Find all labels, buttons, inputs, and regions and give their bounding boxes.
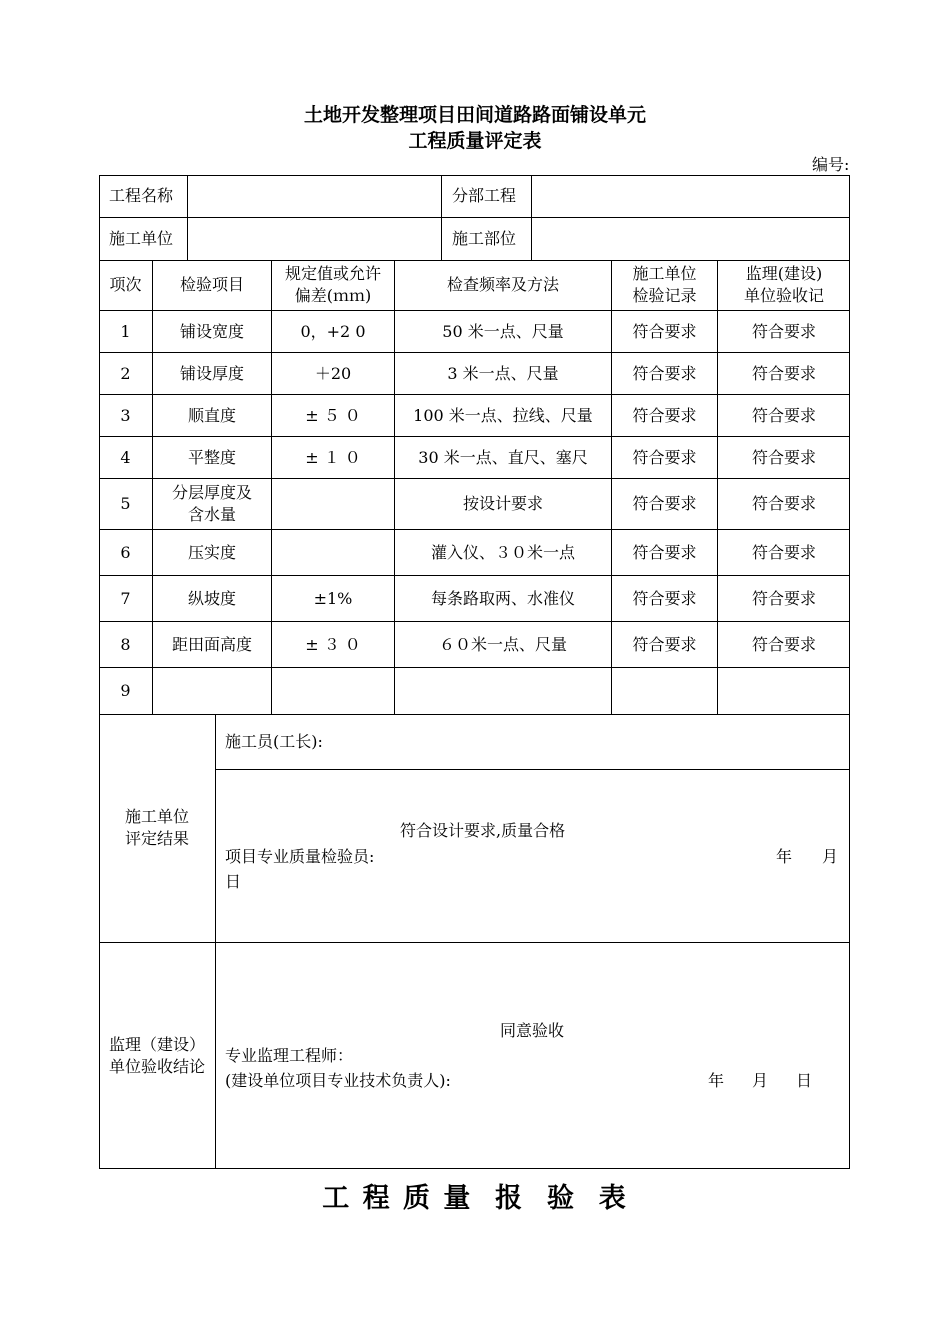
row-constructor-record: 符合要求 (632, 363, 697, 383)
row-supervisor-acceptance: 符合要求 (751, 447, 816, 467)
row-inspection-item: 顺直度 (187, 405, 236, 425)
evaluation-month: 月 (822, 847, 839, 866)
evaluation-label: 施工单位 评定结果 (124, 807, 189, 848)
supervision-engineer-label: 专业监理工程师： (225, 1046, 354, 1065)
row-tolerance (272, 668, 394, 714)
location-label: 施工部位 (452, 228, 517, 248)
row-supervisor-acceptance: 符合要求 (751, 542, 816, 562)
row-supervisor-acceptance: 符合要求 (751, 405, 816, 425)
row-constructor-record: 符合要求 (632, 447, 697, 467)
row-supervisor-acceptance (718, 668, 850, 714)
row-no: 2 (120, 363, 131, 383)
row-method: 灌入仪、３０米一点 (430, 542, 575, 562)
row-tolerance: ＋20 (314, 363, 352, 383)
row-no: 6 (120, 542, 131, 562)
row-constructor-record: 符合要求 (632, 321, 697, 341)
supervision-month: 月 (752, 1071, 769, 1090)
form-title-line2: 工程质量评定表 (408, 130, 542, 152)
row-tolerance: ± ５ ０ (305, 405, 361, 425)
evaluation-year: 年 (776, 847, 793, 866)
location-field[interactable] (532, 217, 850, 260)
row-inspection-item (153, 668, 271, 714)
row-tolerance (272, 479, 394, 529)
row-no: 8 (120, 634, 131, 654)
project-name-label: 工程名称 (109, 186, 174, 205)
header-constructor-record: 施工单位 检验记录 (632, 264, 697, 305)
row-method: 50 米一点、尺量 (442, 321, 564, 341)
row-method: 100 米一点、拉线、尺量 (413, 405, 593, 425)
row-method: ６０米一点、尺量 (438, 634, 567, 654)
row-inspection-item: 距田面高度 (171, 634, 252, 654)
row-divider (215, 769, 850, 770)
row-constructor-record: 符合要求 (632, 588, 697, 608)
row-supervisor-acceptance: 符合要求 (751, 321, 816, 341)
row-supervisor-acceptance: 符合要求 (751, 634, 816, 654)
col-divider (215, 714, 216, 1169)
row-method: 按设计要求 (462, 494, 543, 513)
header-method: 检查频率及方法 (446, 275, 559, 294)
header-supervisor-acceptance: 监理(建设) 单位验收记 (743, 264, 824, 305)
row-constructor-record (612, 668, 717, 714)
project-name-field[interactable] (188, 175, 441, 217)
next-form-title: 工 程 质 量 报 验 表 (322, 1183, 628, 1214)
row-inspection-item: 纵坡度 (187, 588, 236, 608)
evaluation-result: 符合设计要求,质量合格 (400, 821, 566, 840)
row-constructor-record: 符合要求 (632, 494, 697, 513)
form-title-line1: 土地开发整理项目田间道路路面铺设单元 (303, 104, 646, 126)
owner-representative-label: (建设单位项目专业技术负责人): (225, 1071, 451, 1090)
sub-project-label: 分部工程 (452, 186, 517, 205)
constructor-field[interactable] (188, 217, 441, 260)
header-tolerance: 规定值或允许 偏差(ｍｍ) (284, 264, 381, 305)
supervision-year: 年 (708, 1071, 725, 1090)
row-tolerance: ±1% (313, 588, 353, 608)
row-method: 30 米一点、直尺、塞尺 (418, 447, 588, 467)
row-no: 9 (120, 681, 131, 700)
row-inspection-item: 分层厚度及 含水量 (171, 483, 252, 524)
supervision-label: 监理（建设） 单位验收结论 (108, 1034, 205, 1076)
header-item-no: 项次 (109, 275, 142, 294)
row-no: 7 (120, 588, 131, 608)
row-no: 5 (120, 494, 131, 513)
row-no: 4 (120, 447, 131, 467)
evaluation-day: 日 (225, 872, 242, 891)
row-method (395, 668, 611, 714)
row-no: 1 (120, 321, 131, 341)
row-inspection-item: 压实度 (187, 542, 236, 562)
row-tolerance (272, 530, 394, 575)
serial-number-label: 编号: (812, 155, 850, 174)
row-tolerance: 0，+2 0 (300, 321, 366, 341)
supervision-day: 日 (796, 1071, 813, 1090)
row-inspection-item: 铺设宽度 (179, 321, 244, 341)
header-inspection-item: 检验项目 (179, 275, 244, 294)
row-supervisor-acceptance: 符合要求 (751, 363, 816, 383)
row-supervisor-acceptance: 符合要求 (751, 494, 816, 513)
row-tolerance: ± ３ ０ (305, 634, 361, 654)
row-inspection-item: 铺设厚度 (179, 363, 244, 383)
foreman-label: 施工员(工长): (225, 732, 323, 751)
row-method: 每条路取两、水准仪 (430, 588, 575, 608)
row-constructor-record: 符合要求 (632, 634, 697, 654)
inspector-label: 项目专业质量检验员: (225, 847, 375, 866)
row-tolerance: ± １ ０ (305, 447, 361, 467)
row-method: 3 米一点、尺量 (447, 363, 559, 383)
supervision-conclusion: 同意验收 (500, 1021, 565, 1040)
row-supervisor-acceptance: 符合要求 (751, 588, 816, 608)
constructor-label: 施工单位 (109, 228, 174, 248)
sub-project-field[interactable] (532, 175, 850, 217)
row-inspection-item: 平整度 (187, 447, 236, 467)
row-no: 3 (120, 405, 131, 425)
row-constructor-record: 符合要求 (632, 542, 697, 562)
row-constructor-record: 符合要求 (632, 405, 697, 425)
